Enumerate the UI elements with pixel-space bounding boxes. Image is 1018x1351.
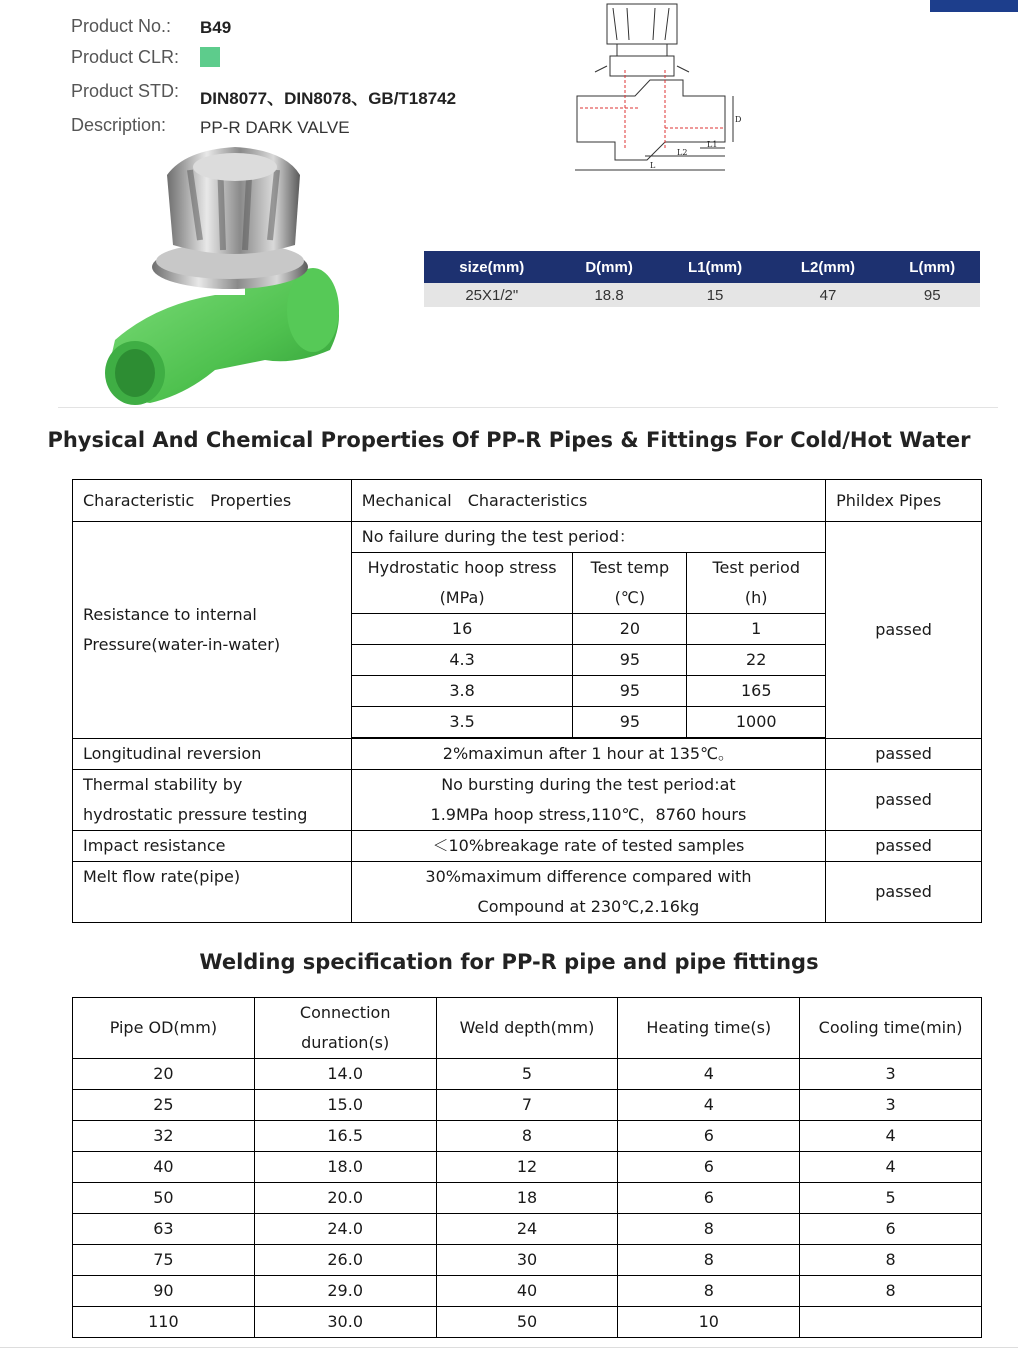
connection-duration-header: [254, 998, 436, 1059]
weld-depth-cell: 7: [436, 1090, 618, 1121]
characteristic-header: Characteristic Properties: [73, 480, 352, 522]
internal-pressure-label-line1: Resistance to internal: [83, 605, 257, 624]
d-header: D(mm): [560, 251, 659, 283]
welding-row: [73, 1090, 982, 1121]
heating-time-cell: 8: [618, 1214, 800, 1245]
l1-header: L1(mm): [659, 251, 772, 283]
cooling-time-cell: 6: [800, 1214, 982, 1245]
connection-duration-cell: 14.0: [254, 1059, 436, 1090]
weld-depth-cell: 12: [436, 1152, 618, 1183]
l1-value: 15: [659, 283, 772, 307]
pipe-od-header: Pipe OD(mm): [73, 998, 255, 1059]
cooling-time-cell: 5: [800, 1183, 982, 1214]
test-temp-header-line1: Test temp: [590, 558, 670, 577]
test-period-header: [687, 553, 826, 614]
connection-duration-cell: 29.0: [254, 1276, 436, 1307]
heating-time-cell: 6: [618, 1121, 800, 1152]
pressure-period: 165: [687, 676, 826, 707]
pressure-intro: No failure during the test period：: [351, 522, 825, 553]
impact-spec: ＜10%breakage rate of tested samples: [351, 831, 825, 862]
test-period-header-line1: Test period: [712, 558, 800, 577]
description-label: Description:: [71, 115, 167, 135]
thermal-result: passed: [826, 770, 982, 831]
drawing-label-l: L: [650, 161, 656, 170]
pressure-period: 1000: [687, 707, 826, 738]
weld-depth-cell: 40: [436, 1276, 618, 1307]
l2-header: L2(mm): [772, 251, 885, 283]
connection-header-line2: duration(s): [301, 1033, 390, 1052]
thermal-spec-line1: No bursting during the test period:at: [441, 775, 736, 794]
drawing-label-l2: L2: [677, 148, 688, 157]
weld-depth-header: Weld depth(mm): [436, 998, 618, 1059]
hoop-stress-header-line1: Hydrostatic hoop stress: [367, 558, 557, 577]
properties-header-row: [73, 480, 982, 522]
welding-row: [73, 1152, 982, 1183]
weld-depth-cell: 5: [436, 1059, 618, 1090]
melt-spec-line1: 30%maximum difference compared with: [425, 867, 752, 886]
longitudinal-label: Longitudinal reversion: [73, 739, 352, 770]
size-table-row: [424, 283, 980, 307]
weld-depth-cell: 50: [436, 1307, 618, 1338]
melt-spec: [351, 862, 825, 923]
pressure-stress: 4.3: [351, 645, 573, 676]
heating-time-cell: 10: [618, 1307, 800, 1338]
corner-nav-tab[interactable]: [930, 0, 1018, 12]
impact-label: Impact resistance: [73, 831, 352, 862]
cooling-time-header: Cooling time(min): [800, 998, 982, 1059]
pressure-temp: 20: [573, 614, 687, 645]
pressure-temp: 95: [573, 676, 687, 707]
melt-label: Melt flow rate(pipe): [73, 862, 352, 923]
hoop-stress-header: [351, 553, 573, 614]
internal-pressure-label: [73, 522, 352, 739]
drawing-label-l1: L1: [707, 140, 718, 149]
valve-product-image: [95, 145, 355, 407]
pipe-od-cell: 63: [73, 1214, 255, 1245]
heating-time-cell: 8: [618, 1245, 800, 1276]
pipe-od-cell: 50: [73, 1183, 255, 1214]
thermal-label-line2: hydrostatic pressure testing: [83, 805, 308, 824]
product-number-label: Product No.:: [71, 16, 172, 36]
size-value: 25X1/2": [424, 283, 560, 307]
longitudinal-spec: 2%maximun after 1 hour at 135℃。: [351, 739, 825, 770]
cooling-time-cell: 3: [800, 1090, 982, 1121]
properties-table: [72, 479, 982, 923]
weld-depth-cell: 24: [436, 1214, 618, 1245]
divider: [58, 407, 998, 408]
d-value: 18.8: [560, 283, 659, 307]
welding-row: [73, 1245, 982, 1276]
thermal-row: [73, 770, 982, 831]
pressure-result: passed: [826, 522, 982, 739]
product-color-label: Product CLR:: [71, 47, 180, 67]
pressure-stress: 3.8: [351, 676, 573, 707]
heating-time-cell: 6: [618, 1152, 800, 1183]
cooling-time-cell: 8: [800, 1276, 982, 1307]
welding-row: [73, 1307, 982, 1338]
heating-time-cell: 4: [618, 1059, 800, 1090]
mechanical-header: Mechanical Characteristics: [351, 480, 825, 522]
heating-time-cell: 4: [618, 1090, 800, 1121]
thermal-spec: [351, 770, 825, 831]
weld-depth-cell: 8: [436, 1121, 618, 1152]
pressure-period: 22: [687, 645, 826, 676]
thermal-label-line1: Thermal stability by: [83, 775, 243, 794]
product-number: B49: [200, 18, 232, 37]
cooling-time-cell: [800, 1307, 982, 1338]
melt-spec-line2: Compound at 230℃,2.16kg: [477, 897, 700, 916]
product-description: PP-R DARK VALVE: [200, 118, 350, 137]
connection-header-line1: Connection: [299, 1003, 391, 1022]
valve-technical-drawing: [565, 0, 755, 175]
pipe-od-cell: 20: [73, 1059, 255, 1090]
welding-row: [73, 1276, 982, 1307]
welding-row: [73, 1183, 982, 1214]
heating-time-cell: 8: [618, 1276, 800, 1307]
heating-time-header: Heating time(s): [618, 998, 800, 1059]
connection-duration-cell: 15.0: [254, 1090, 436, 1121]
thermal-label: [73, 770, 352, 831]
pressure-temp: 95: [573, 645, 687, 676]
hoop-stress-header-line2: (MPa): [439, 588, 485, 607]
pipe-od-cell: 40: [73, 1152, 255, 1183]
longitudinal-result: passed: [826, 739, 982, 770]
welding-header-row: [73, 998, 982, 1059]
properties-title: Physical And Chemical Properties Of PP-R Pipes & Fittings For Cold/Hot Water: [47, 428, 971, 452]
connection-duration-cell: 26.0: [254, 1245, 436, 1276]
pressure-stress: 16: [351, 614, 573, 645]
pipe-od-cell: 90: [73, 1276, 255, 1307]
product-color-swatch: [200, 47, 220, 67]
longitudinal-row: [73, 739, 982, 770]
test-temp-header: [573, 553, 687, 614]
pipe-od-cell: 110: [73, 1307, 255, 1338]
size-table-header: [424, 251, 980, 283]
pressure-temp: 95: [573, 707, 687, 738]
pipe-od-cell: 25: [73, 1090, 255, 1121]
welding-table: [72, 997, 982, 1338]
product-std: DIN8077、DIN8078、GB/T18742: [200, 89, 457, 108]
cooling-time-cell: 8: [800, 1245, 982, 1276]
welding-row: [73, 1121, 982, 1152]
pipe-od-cell: 32: [73, 1121, 255, 1152]
size-header: size(mm): [424, 251, 560, 283]
connection-duration-cell: 20.0: [254, 1183, 436, 1214]
bottom-divider: [0, 1347, 1018, 1348]
drawing-label-d: D: [735, 115, 742, 124]
welding-row: [73, 1214, 982, 1245]
melt-row: [73, 862, 982, 923]
l-header: L(mm): [884, 251, 980, 283]
pressure-intro-row: [73, 522, 982, 553]
pipe-od-cell: 75: [73, 1245, 255, 1276]
l2-value: 47: [772, 283, 885, 307]
test-temp-header-line2: (℃): [614, 588, 646, 607]
connection-duration-cell: 18.0: [254, 1152, 436, 1183]
heating-time-cell: 6: [618, 1183, 800, 1214]
cooling-time-cell: 3: [800, 1059, 982, 1090]
thermal-spec-line2: 1.9MPa hoop stress,110℃，8760 hours: [430, 805, 747, 824]
welding-title: Welding specification for PP-R pipe and pipe fittings: [199, 950, 819, 974]
pressure-stress: 3.5: [351, 707, 573, 738]
cooling-time-cell: 4: [800, 1121, 982, 1152]
cooling-time-cell: 4: [800, 1152, 982, 1183]
internal-pressure-label-line2: Pressure(water-in-water): [83, 635, 281, 654]
impact-row: [73, 831, 982, 862]
l-value: 95: [884, 283, 980, 307]
impact-result: passed: [826, 831, 982, 862]
connection-duration-cell: 16.5: [254, 1121, 436, 1152]
pressure-period: 1: [687, 614, 826, 645]
phildex-header: Phildex Pipes: [826, 480, 982, 522]
test-period-header-line2: (h): [744, 588, 768, 607]
weld-depth-cell: 18: [436, 1183, 618, 1214]
product-std-label: Product STD:: [71, 81, 180, 101]
connection-duration-cell: 24.0: [254, 1214, 436, 1245]
size-table: [424, 251, 980, 307]
weld-depth-cell: 30: [436, 1245, 618, 1276]
welding-row: [73, 1059, 982, 1090]
connection-duration-cell: 30.0: [254, 1307, 436, 1338]
melt-result: passed: [826, 862, 982, 923]
